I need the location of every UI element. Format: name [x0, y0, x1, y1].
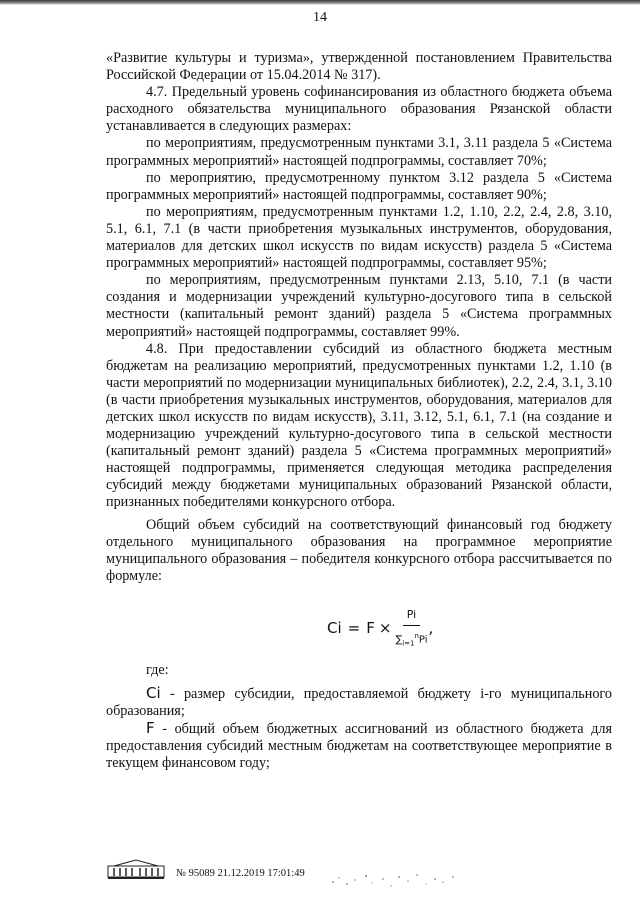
document-body — [106, 50, 612, 772]
paragraph-rate-99: по мероприятиям, предусмотренным пунктами 2.13, 5.10, 7.1 (в части создания и модернизации учреждений культурно-досугового типа в сельской местности (капитальный ремонт зданий) раздела 5 «Система программных мероприятий» настоящей подпрограммы, составляет 99%. — [106, 272, 612, 340]
formula-sum-lower: i=1 — [402, 639, 415, 648]
scan-noise — [325, 868, 465, 892]
definition-f-text: - общий объем бюджетных ассигнований из областного бюджета для предоставления субсидий местным бюджетам на соответствующее мероприятие в текущем финансовом году; — [106, 721, 612, 772]
definition-ci-term: Ci — [146, 684, 161, 702]
formula-times: × — [378, 619, 392, 638]
formula-factor: F — [366, 619, 375, 638]
where-label: где: — [146, 661, 169, 678]
definition-ci-text: - размер субсидии, предоставляемой бюджету i-го муниципального образования; — [106, 686, 612, 720]
paragraph-continuation: «Развитие культуры и туризма», утвержденной постановлением Правительства Российской Федерации от 15.04.2014 № 317). — [106, 50, 612, 84]
paragraph-rate-70: по мероприятиям, предусмотренным пунктами 3.1, 3.11 раздела 5 «Система программных мероприятий» настоящей подпрограммы, составляет 70%; — [106, 135, 612, 169]
formula-equals: = — [347, 619, 361, 638]
formula-sum-upper: n — [414, 631, 419, 640]
paragraph-4-8: 4.8. При предоставлении субсидий из областного бюджета местным бюджетам на реализацию мероприятий, предусмотренных пунктами 1.2, 1.10 (в части мероприятий по модернизации муниципальных библиотек), 2.2, 2.4, 3.1, 3.10 (в части приобретения музыкальных инструментов, оборудования, материалов для детских школ искусств по видам искусств), 3.11, 3.12, 5.1, 6.1, 7.1 (на создание и модернизацию учреждений культурно-досугового типа в сельской местности (капитальный ремонт зданий) раздела 5 «Система программных мероприятий» настоящей подпрограммы, применяется следующая методика распределения субсидий между бюджетами муниципальных образований Рязанской области, признанных победителями конкурсного отбора. — [106, 340, 612, 511]
definition-ci — [106, 685, 612, 720]
scan-edge — [0, 0, 640, 5]
definition-f — [106, 720, 612, 772]
subsidy-formula — [327, 604, 612, 654]
formula-denominator — [395, 626, 427, 652]
formula-numerator: Pi — [403, 606, 420, 626]
paragraph-4-7: 4.7. Предельный уровень софинансирования из областного бюджета объема расходного обязательства муниципального образования Рязанской области устанавливается в следующих размерах: — [106, 84, 612, 135]
paragraph-rate-90: по мероприятию, предусмотренному пунктом 3.12 раздела 5 «Система программных мероприятий» настоящей подпрограммы, составляет 90%; — [106, 169, 612, 203]
page-number: 14 — [313, 10, 327, 25]
definition-f-term: F — [146, 719, 155, 738]
paragraph-total-volume: Общий объем субсидий на соответствующий финансовый год бюджету отдельного муниципального образования на программное мероприятие муниципального образования – победителя конкурсного отбора рассчитывается по формуле: — [106, 516, 612, 584]
formula-lhs: Ci — [327, 619, 342, 638]
formula-sum-term: Pi — [418, 634, 428, 646]
formula-sum-symbol: ∑ — [395, 634, 403, 646]
formula-fraction — [395, 606, 427, 653]
building-stamp-icon — [106, 858, 166, 880]
registration-footer: № 95089 21.12.2019 17:01:49 — [176, 868, 305, 879]
formula-tail: , — [428, 619, 434, 638]
paragraph-rate-95: по мероприятиям, предусмотренным пунктами 1.2, 1.10, 2.2, 2.4, 2.8, 3.10, 5.1, 6.1, 7.1 (в части приобретения музыкальных инструментов, оборудования, материалов для детских школ искусств по видам искусств) раздела 5 «Система программных мероприятий» настоящей подпрограммы, составляет 95%; — [106, 203, 612, 272]
